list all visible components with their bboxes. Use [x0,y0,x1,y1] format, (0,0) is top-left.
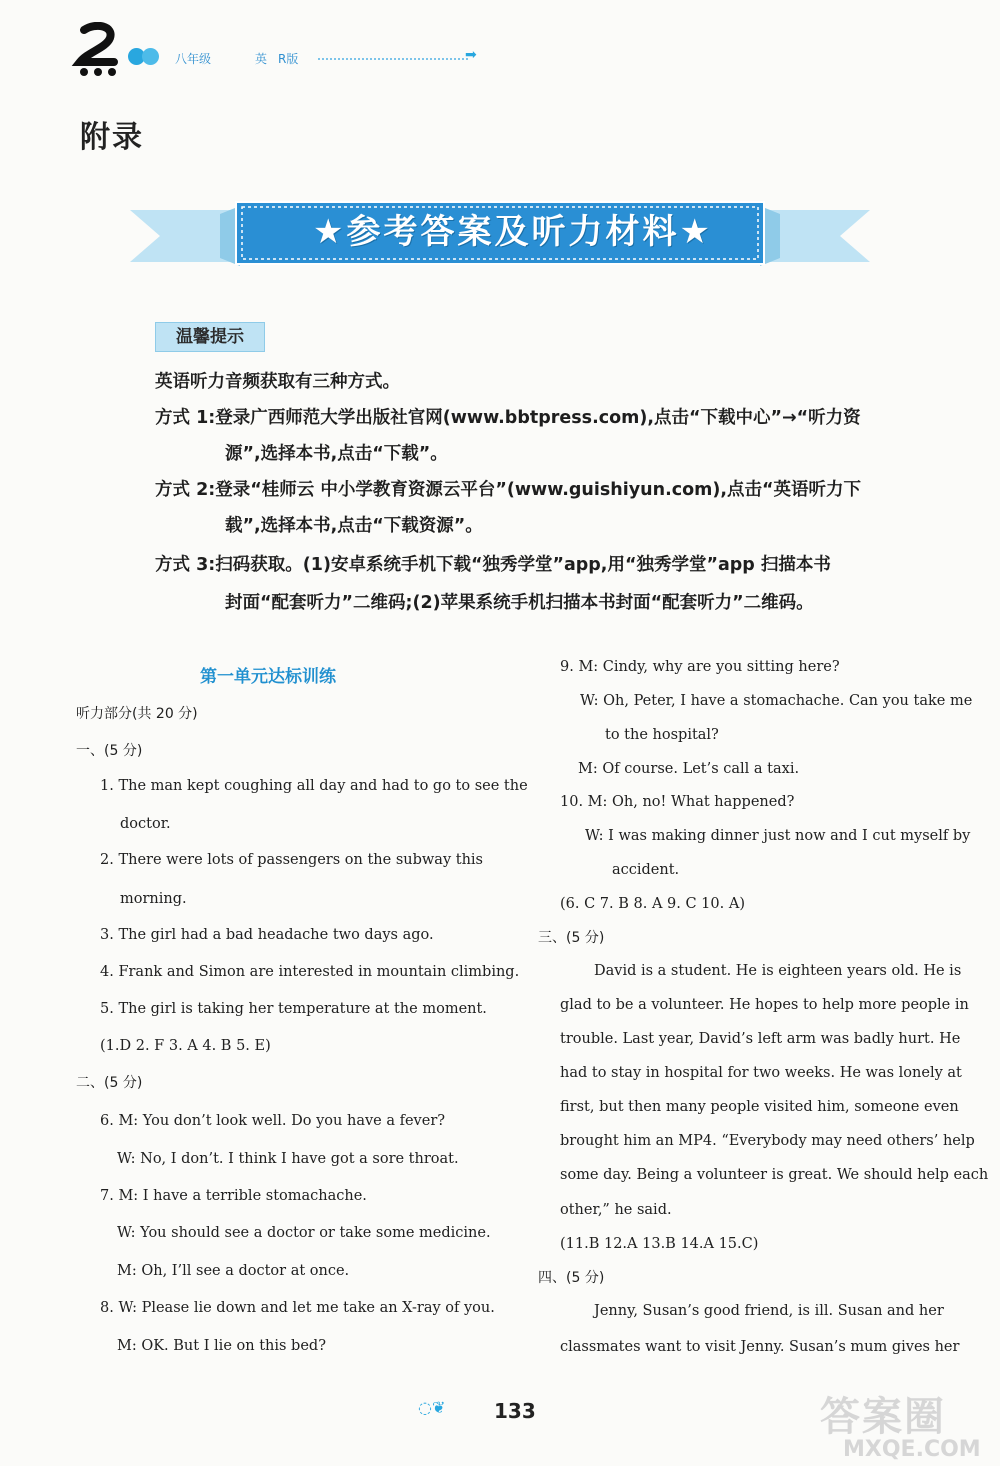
answers-11-15: (11.B 12.A 13.B 14.A 15.C) [560,1236,759,1252]
tip-method-2-line-2: 载”,选择本书,点击“下载资源”。 [225,516,483,536]
dialogue-7-m2: M: Oh, I’ll see a doctor at once. [117,1263,350,1279]
dialogue-10-w-line-1: W: I was making dinner just now and I cut myself by [585,828,971,844]
listening-item-2-line-2: morning. [120,891,187,907]
dialogue-6-w: W: No, I don’t. I think I have got a sore throat. [117,1151,459,1167]
section-3-heading: 三、(5 分) [538,930,605,946]
header-dots-decoration [128,48,162,66]
page-number: 133 [494,1399,536,1423]
passage-3-line-8: other,” he said. [560,1202,672,1218]
tip-method-2-line-1: 方式 2:登录“桂师云 中小学教育资源云平台”(www.guishiyun.com),点击“英语听力下 [155,480,861,500]
arrow-right-icon: ➡ [465,47,477,63]
dialogue-10-w-line-2: accident. [612,862,680,878]
dialogue-7-m: 7. M: I have a terrible stomachache. [100,1188,367,1204]
tip-method-3-line-2: 封面“配套听力”二维码;(2)苹果系统手机扫描本书封面“配套听力”二维码。 [225,593,814,613]
section-2-heading: 二、(5 分) [76,1075,143,1091]
section-title: 第一单元达标训练 [200,667,336,687]
passage-3-line-6: brought him an MP4. “Everybody may need others’ help [560,1133,975,1149]
tip-method-1-line-1: 方式 1:登录广西师范大学出版社官网(www.bbtpress.com),点击“下载中心”→“听力资 [155,408,861,428]
passage-4-line-2: classmates want to visit Jenny. Susan’s mum gives her [560,1339,960,1355]
dialogue-9-m: 9. M: Cindy, why are you sitting here? [560,659,840,675]
tip-intro: 英语听力音频获取有三种方式。 [155,372,400,392]
dialogue-9-w-line-2: to the hospital? [605,727,719,743]
passage-3-line-5: first, but then many people visited him, someone even [560,1099,959,1115]
header-dotted-line [318,58,468,60]
dialogue-6-m: 6. M: You don’t look well. Do you have a fever? [100,1113,446,1129]
header-edition: R版 [278,52,299,66]
header-grade: 八年级 [175,52,212,66]
section-4-heading: 四、(5 分) [538,1270,605,1286]
watermark-url: MXQE.COM [843,1437,981,1462]
publisher-logo-icon [70,22,128,78]
header-subject: 英 [255,52,268,66]
dialogue-9-w-line-1: W: Oh, Peter, I have a stomachache. Can you take me [580,693,973,709]
dialogue-10-m: 10. M: Oh, no! What happened? [560,794,795,810]
listening-item-5: 5. The girl is taking her temperature at the moment. [100,1001,487,1017]
answers-1-5: (1.D 2. F 3. A 4. B 5. E) [100,1038,271,1054]
answers-6-10: (6. C 7. B 8. A 9. C 10. A) [560,896,745,912]
listening-item-1-line-2: doctor. [120,816,171,832]
listening-item-2-line-1: 2. There were lots of passengers on the subway this [100,852,483,868]
passage-3-line-2: glad to be a volunteer. He hopes to help more people in [560,997,969,1013]
passage-3-line-7: some day. Being a volunteer is great. We should help each [560,1167,989,1183]
listening-item-4: 4. Frank and Simon are interested in mountain climbing. [100,964,520,980]
page-decoration-icon: ◌❦ [418,1398,446,1417]
dialogue-7-w: W: You should see a doctor or take some medicine. [117,1225,491,1241]
passage-3-line-1: David is a student. He is eighteen years old. He is [594,963,962,979]
tip-method-1-line-2: 源”,选择本书,点击“下载”。 [225,444,448,464]
tip-method-3-line-1: 方式 3:扫码获取。(1)安卓系统手机下载“独秀学堂”app,用“独秀学堂”app 扫描本书 [155,555,831,575]
part-heading: 听力部分(共 20 分) [76,706,198,722]
section-1-heading: 一、(5 分) [76,743,143,759]
dialogue-9-m2: M: Of course. Let’s call a taxi. [578,761,800,777]
dialogue-8-m: M: OK. But I lie on this bed? [117,1338,326,1354]
banner-title: ★参考答案及听力材料★ [313,212,713,252]
listening-item-1-line-1: 1. The man kept coughing all day and had to go to see the [100,778,528,794]
passage-3-line-3: trouble. Last year, David’s left arm was badly hurt. He [560,1031,961,1047]
dialogue-8-w: 8. W: Please lie down and let me take an X-ray of you. [100,1300,495,1316]
listening-item-3: 3. The girl had a bad headache two days ago. [100,927,434,943]
passage-3-line-4: had to stay in hospital for two weeks. He was lonely at [560,1065,962,1081]
watermark-logo: 答案圈 [820,1394,946,1440]
passage-4-line-1: Jenny, Susan’s good friend, is ill. Susan and her [594,1303,944,1319]
appendix-title: 附录 [80,120,144,155]
tip-tag: 温馨提示 [155,322,265,352]
